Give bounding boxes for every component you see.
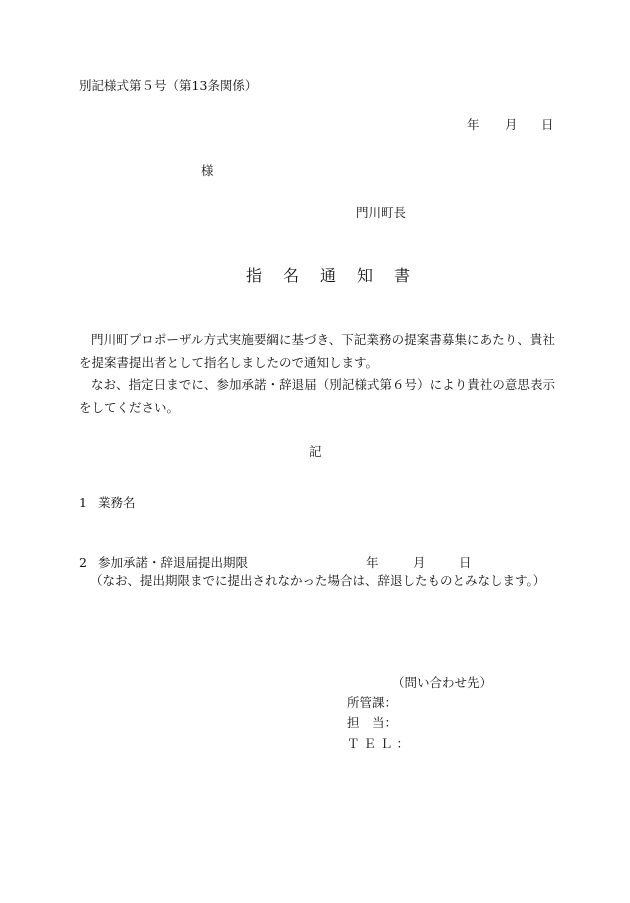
- body-paragraph-1: 門川町プロポーザル方式実施要綱に基づき、下記業務の提案書募集にあたり、貴社を提案書提出者として指名しましたので通知します。: [79, 332, 555, 370]
- date-day-label: 日: [541, 117, 554, 132]
- document-title: 指名通知書: [246, 266, 432, 285]
- body-paragraph-2: なお、指定日までに、参加承諾・辞退届（別記様式第６号）により貴社の意思表示をしてください。: [79, 377, 555, 415]
- contact-tel-row: [347, 738, 409, 751]
- deadline-year-label: 年: [366, 555, 379, 570]
- contact-tel-colon: ：: [396, 736, 410, 751]
- contact-heading: （問い合わせ先）: [392, 675, 493, 690]
- date-month-label: 月: [505, 117, 518, 132]
- item-1-label: 業務名: [98, 495, 136, 510]
- item-2-note: （なお、提出期限までに提出されなかった場合は、辞退したものとみなします。）: [90, 573, 546, 588]
- issuer-name: 門川町長: [356, 205, 407, 220]
- date-year-label: 年: [467, 117, 480, 132]
- item-2-number: 2: [79, 555, 87, 570]
- addressee-honorific: 様: [201, 163, 214, 178]
- contact-person-label: 担 当：: [347, 715, 398, 730]
- deadline-month-label: 月: [413, 555, 426, 570]
- item-1-number: 1: [79, 495, 87, 510]
- contact-tel-label: ＴＥＬ: [347, 736, 397, 751]
- item-2-label: 参加承諾・辞退届提出期限: [98, 555, 249, 570]
- ki-heading: 記: [309, 444, 322, 459]
- form-reference: 別記様式第５号（第13条関係）: [79, 78, 258, 93]
- deadline-day-label: 日: [459, 555, 472, 570]
- contact-department-label: 所管課：: [347, 695, 398, 710]
